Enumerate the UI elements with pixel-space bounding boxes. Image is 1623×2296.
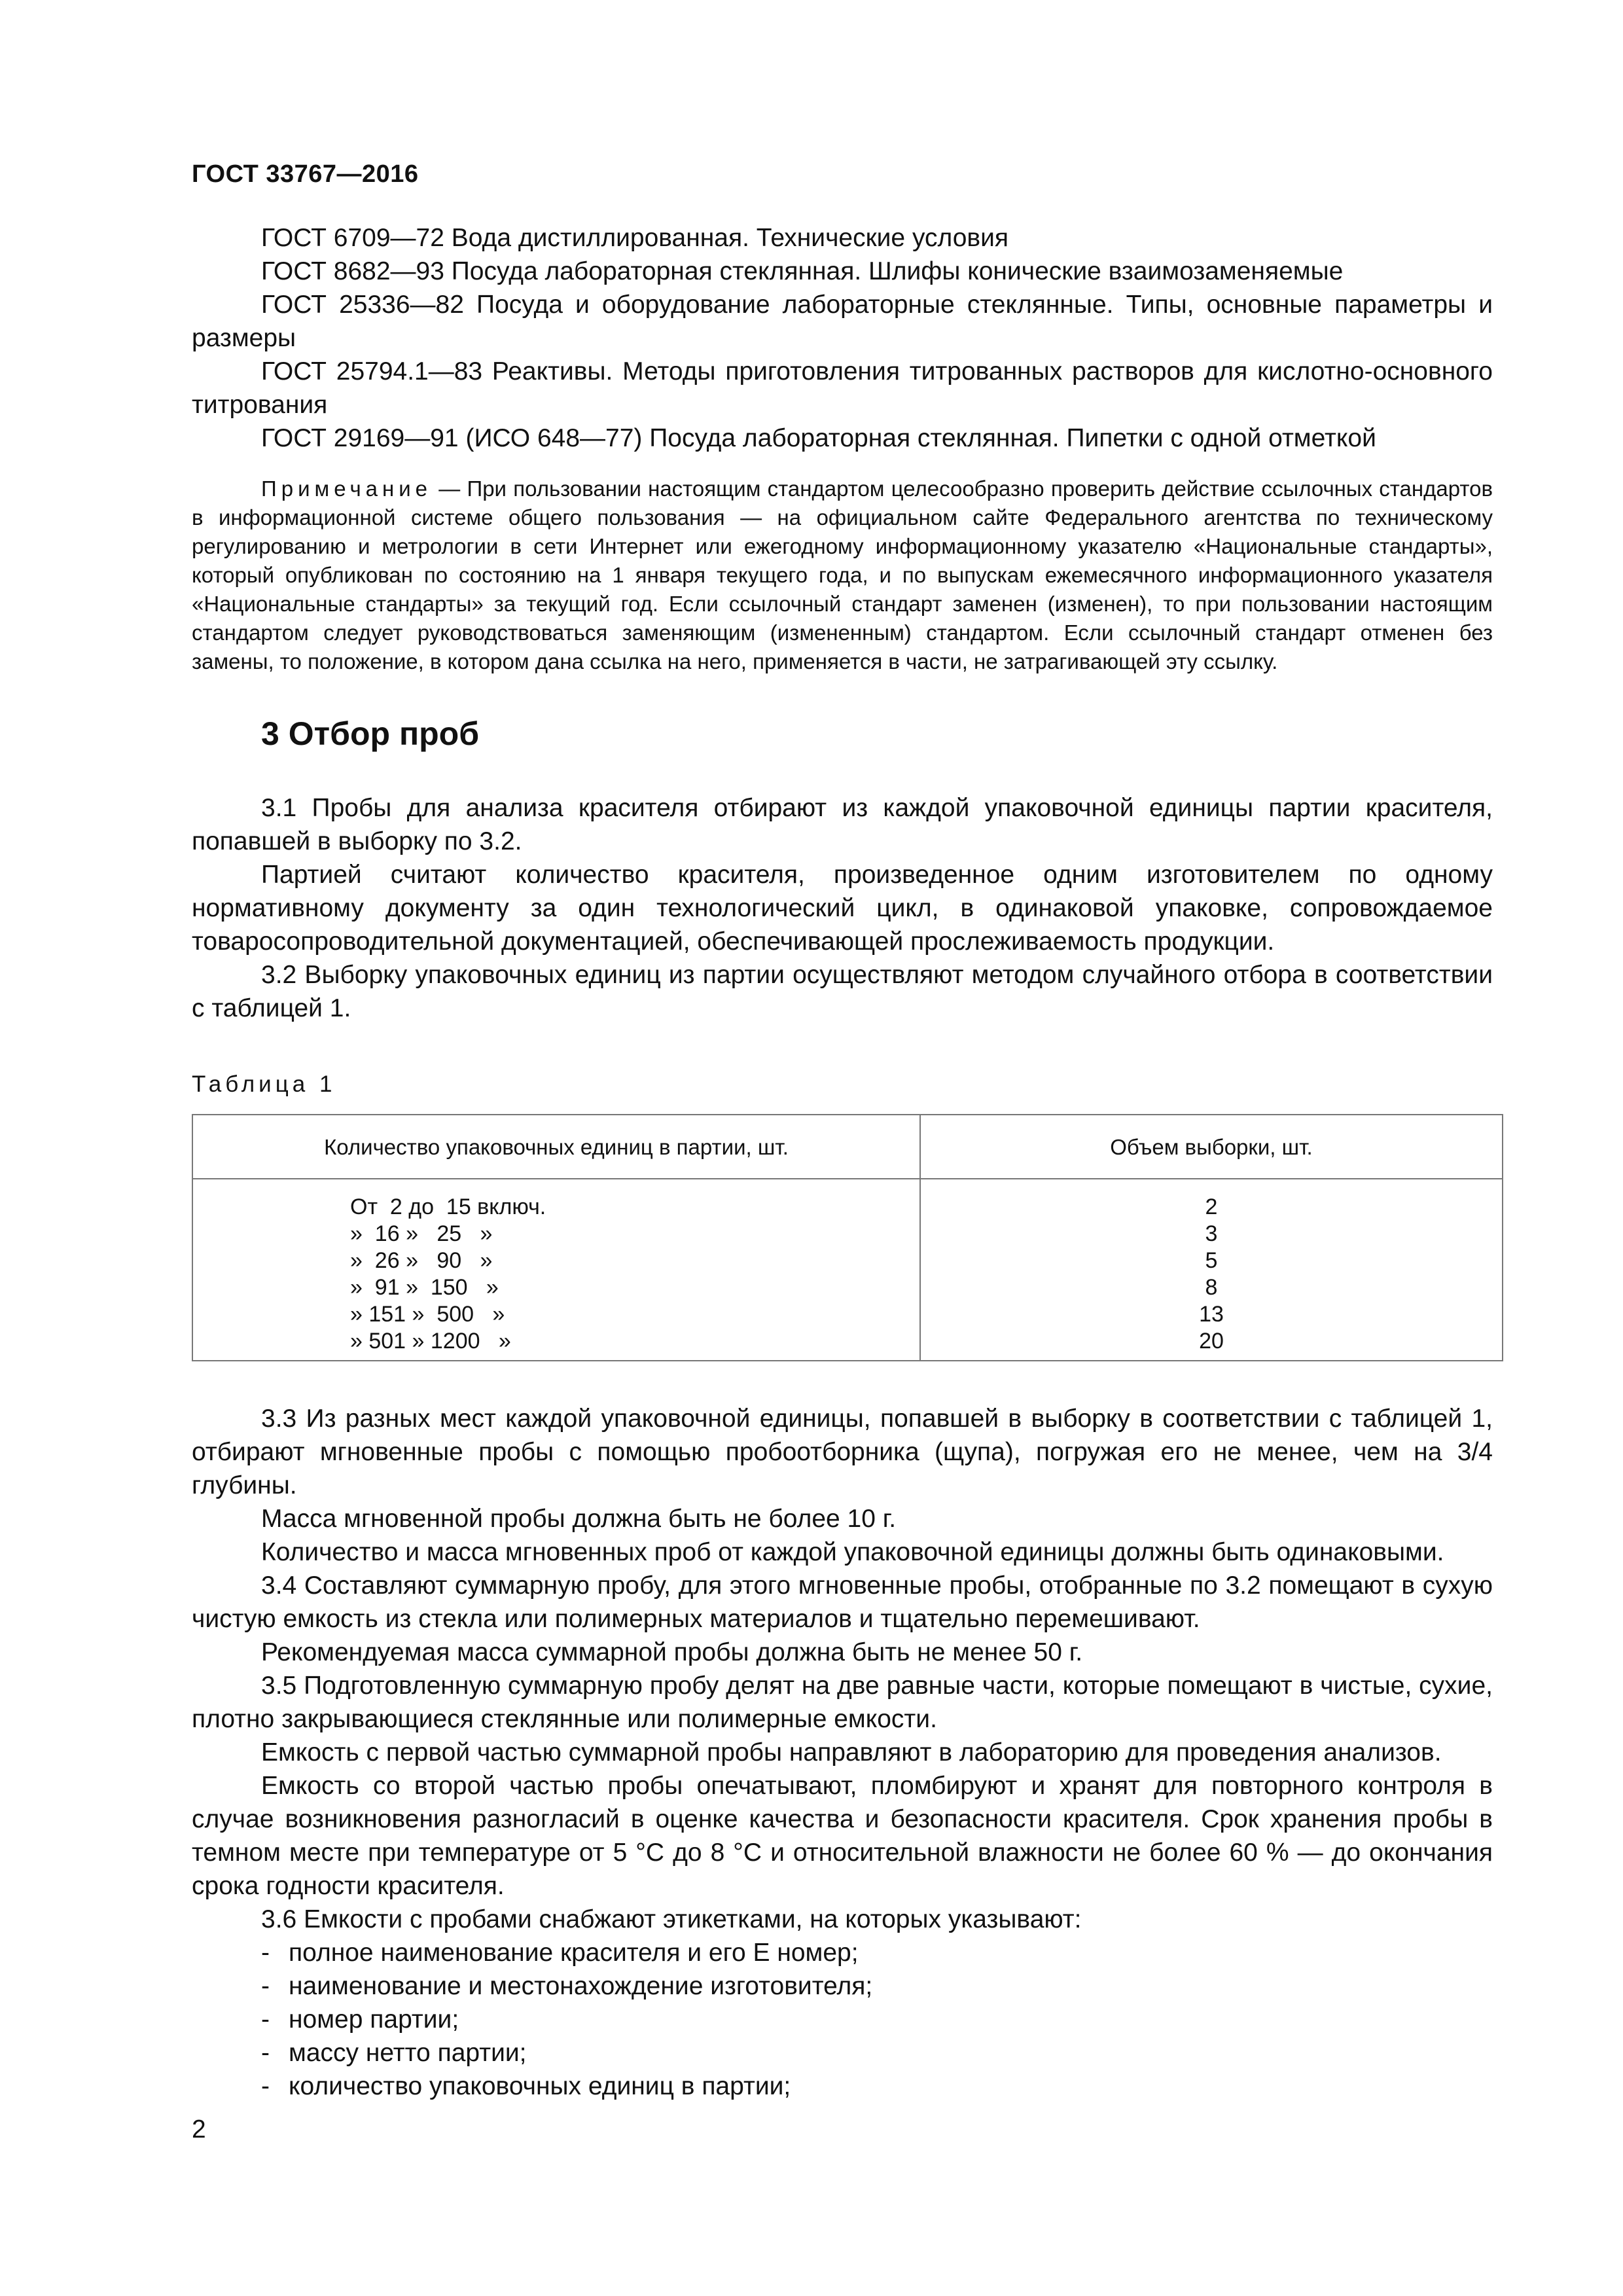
table-row [192, 1247, 1503, 1274]
table-cell-quantity: » 91 » 150 » [192, 1274, 920, 1301]
list-item [192, 2036, 1493, 2070]
page-number: 2 [192, 2115, 206, 2144]
dash-marker: - [261, 2072, 270, 2100]
section-title: 3 Отбор проб [261, 715, 480, 752]
list-item-text: наименование и местонахождение изготовителя; [289, 1972, 873, 2000]
paragraph: 3.1 Пробы для анализа красителя отбирают из каждой упаковочной единицы партии красителя, попавшей в выборку по 3.2. [192, 794, 1493, 855]
table-cell-sample-size: 20 [920, 1328, 1503, 1361]
list-item [192, 1969, 1493, 2003]
reference-item: ГОСТ 8682—93 Посуда лабораторная стеклянная. Шлифы конические взаимозаменяемые [261, 257, 1344, 285]
reference-item: ГОСТ 6709—72 Вода дистиллированная. Технические условия [261, 224, 1009, 252]
paragraph: Количество и масса мгновенных проб от каждой упаковочной единицы должны быть одинаковыми. [261, 1538, 1444, 1566]
paragraph: Емкость со второй частью пробы опечатывают, пломбируют и хранят для повторного контроля в случае возникновения разногласий в оценке качества и безопасности красителя. Срок хранения пробы в темном месте при температуре от 5 °С до 8 °С и относительной влажности не более 60 % — до окончания срока годности красителя. [192, 1772, 1493, 1900]
table-row [192, 1221, 1503, 1247]
reference-item: ГОСТ 25336—82 Посуда и оборудование лабораторные стеклянные. Типы, основные параметры и размеры [192, 291, 1493, 352]
table-caption: Таблица 1 [192, 1071, 336, 1097]
table-cell-sample-size: 8 [920, 1274, 1503, 1301]
list-item [192, 1936, 1493, 1969]
table-header-row [192, 1115, 1503, 1179]
post-table-content [192, 1402, 1493, 2103]
paragraph: 3.3 Из разных мест каждой упаковочной единицы, попавшей в выборку в соответствии с таблицей 1, отбирают мгновенные пробы с помощью пробоотборника (щупа), погружая его не менее, чем на 3/4 глубины. [192, 1405, 1493, 1499]
dash-marker: - [261, 2039, 270, 2067]
table-row [192, 1301, 1503, 1328]
paragraph: 3.4 Составляют суммарную пробу, для этого мгновенные пробы, отобранные по 3.2 помещают в сухую чистую емкость из стекла или полимерных материалов и тщательно перемешивают. [192, 1571, 1493, 1633]
table-header-cell: Количество упаковочных единиц в партии, шт. [192, 1115, 920, 1179]
list-item [192, 2070, 1493, 2103]
table-cell-sample-size: 3 [920, 1221, 1503, 1247]
paragraph: Емкость с первой частью суммарной пробы направляют в лабораторию для проведения анализов. [261, 1738, 1442, 1767]
main-content [192, 221, 1493, 2103]
list-item-text: массу нетто партии; [289, 2039, 527, 2067]
reference-item: ГОСТ 29169—91 (ИСО 648—77) Посуда лабораторная стеклянная. Пипетки с одной отметкой [261, 424, 1376, 452]
list-item [192, 2003, 1493, 2036]
dash-marker: - [261, 1939, 270, 1967]
reference-item: ГОСТ 25794.1—83 Реактивы. Методы приготовления титрованных растворов для кислотно-основного титрования [192, 357, 1493, 419]
table-row [192, 1328, 1503, 1361]
list-item-text: номер партии; [289, 2005, 459, 2034]
table-cell-quantity: » 16 » 25 » [192, 1221, 920, 1247]
document-header: ГОСТ 33767—2016 [192, 160, 419, 188]
note-block [192, 475, 1493, 676]
paragraph: Масса мгновенной пробы должна быть не более 10 г. [261, 1505, 897, 1533]
table-cell-sample-size: 5 [920, 1247, 1503, 1274]
table-cell-quantity: » 501 » 1200 » [192, 1328, 920, 1361]
dash-marker: - [261, 2005, 270, 2034]
paragraph: 3.2 Выборку упаковочных единиц из партии осуществляют методом случайного отбора в соответствии с таблицей 1. [192, 961, 1493, 1022]
list-item-text: полное наименование красителя и его Е номер; [289, 1939, 859, 1967]
table-cell-sample-size: 2 [920, 1179, 1503, 1221]
note-text: — При пользовании настоящим стандартом целесообразно проверить действие ссылочных стандартов в информационной системе общего пользования — на официальном сайте Федерального агентства по техническому регулированию и метрологии в сети Интернет или ежегодному информационному указателю «Национальные стандарты», который опубликован по состоянию на 1 января текущего года, и по выпускам ежемесячного информационного указателя «Национальные стандарты» за текущий год. Если ссылочный стандарт заменен (изменен), то при пользовании настоящим стандартом следует руководствоваться заменяющим (измененным) стандартом. Если ссылочный стандарт отменен без замены, то положение, в котором дана ссылка на него, применяется в части, не затрагивающей эту ссылку. [192, 476, 1493, 673]
table-row [192, 1179, 1503, 1221]
dash-marker: - [261, 1972, 270, 2000]
table-header-cell: Объем выборки, шт. [920, 1115, 1503, 1179]
paragraph: Партией считают количество красителя, произведенное одним изготовителем по одному нормативному документу за один технологический цикл, в одинаковой упаковке, сопровождаемое товаросопроводительной документацией, обеспечивающей прослеживаемость продукции. [192, 861, 1493, 956]
note-label: Примечание [261, 476, 433, 501]
table-cell-quantity: » 26 » 90 » [192, 1247, 920, 1274]
paragraph: Рекомендуемая масса суммарной пробы должна быть не менее 50 г. [261, 1638, 1083, 1666]
table-cell-sample-size: 13 [920, 1301, 1503, 1328]
list-item-text: количество упаковочных единиц в партии; [289, 2072, 791, 2100]
paragraph: 3.5 Подготовленную суммарную пробу делят на две равные части, которые помещают в чистые, сухие, плотно закрывающиеся стеклянные или полимерные емкости. [192, 1672, 1493, 1733]
paragraph: 3.6 Емкости с пробами снабжают этикетками, на которых указывают: [261, 1905, 1082, 1933]
table-cell-quantity: » 151 » 500 » [192, 1301, 920, 1328]
table-row [192, 1274, 1503, 1301]
sampling-table [192, 1114, 1503, 1361]
table-cell-quantity: От 2 до 15 включ. [192, 1179, 920, 1221]
